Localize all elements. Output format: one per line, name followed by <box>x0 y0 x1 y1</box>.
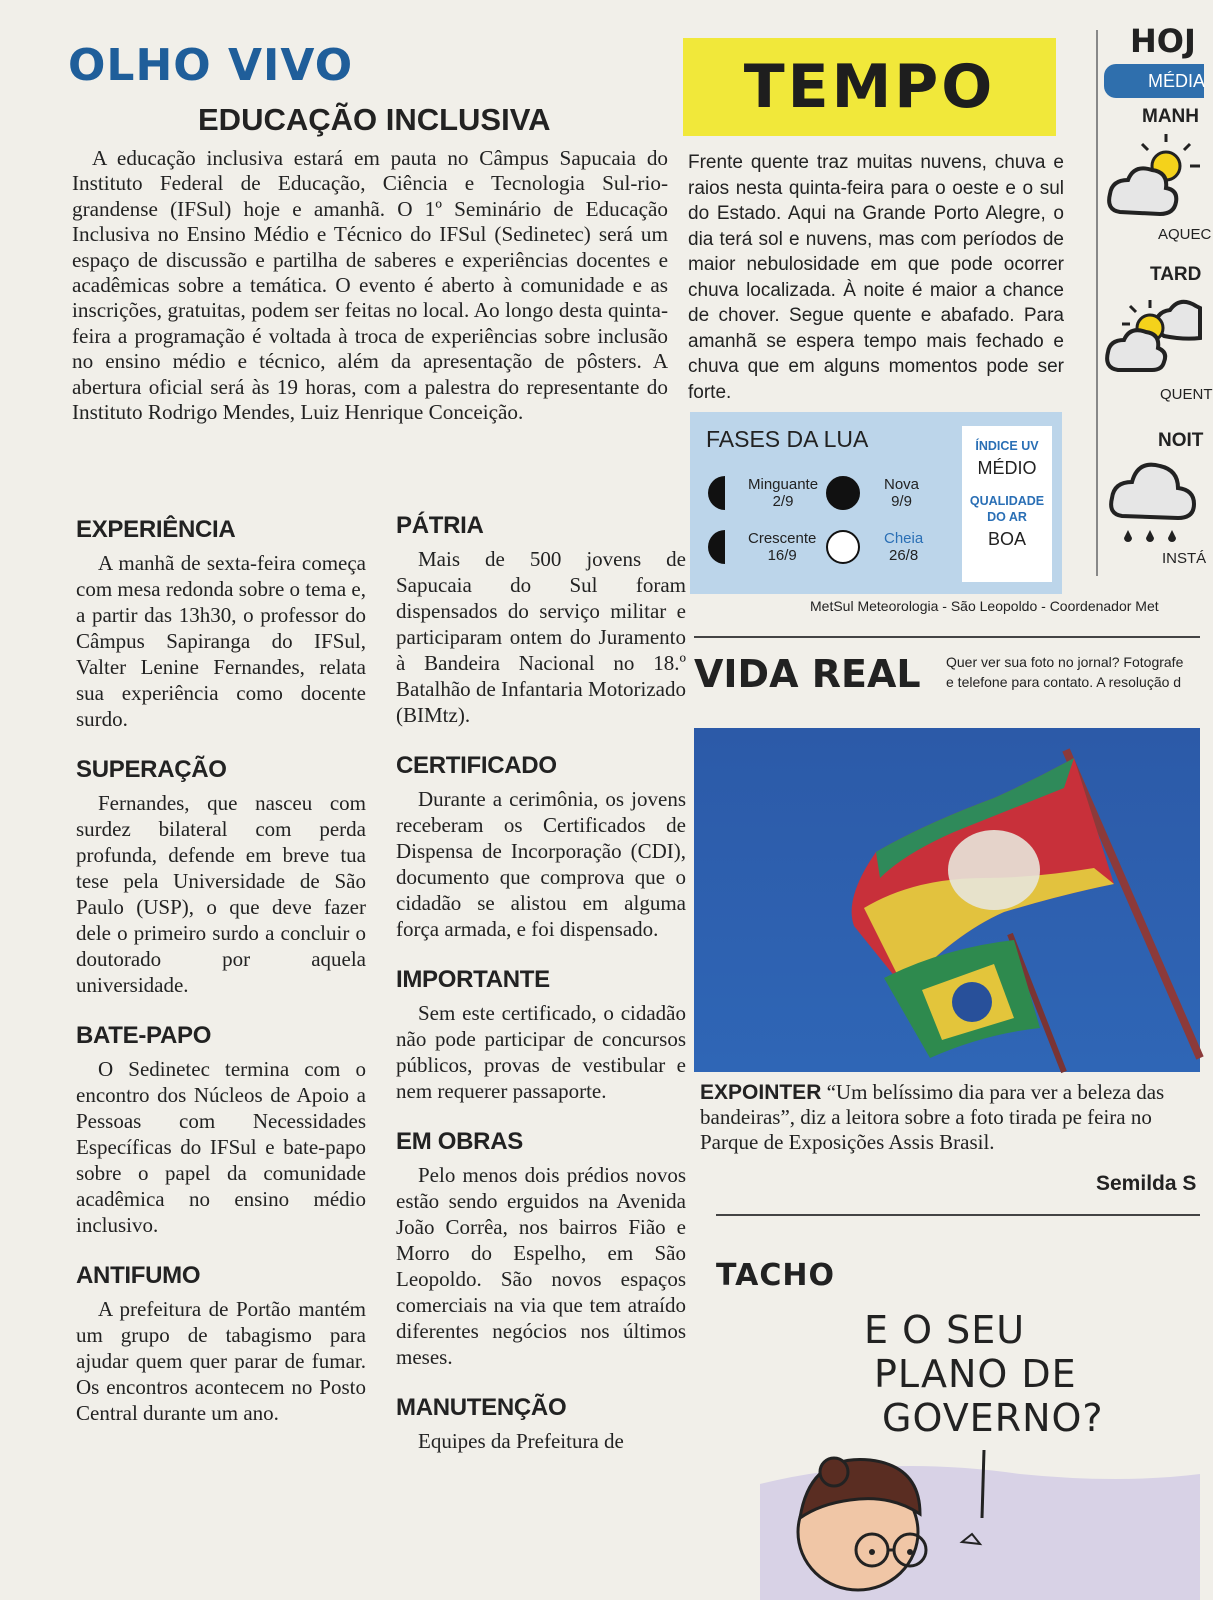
flags-photo-illustration <box>694 728 1200 1072</box>
photo-caption <box>700 1080 1200 1155</box>
section-heading: MANUTENÇÃO <box>396 1394 567 1421</box>
waning-moon-icon <box>708 476 742 510</box>
section-body: Durante a cerimônia, os jovens receberam os Certificados de Dispensa de Incorporação (CDI), documento que comprova que o cidadão se alistou em alguma força armada, e foi dispensado. <box>396 787 686 941</box>
reader-photo <box>694 728 1200 1072</box>
period-label: NOIT <box>1158 430 1204 451</box>
sun-cloud-icon <box>1104 134 1200 224</box>
sun-cloud-rain-icon <box>1104 290 1200 380</box>
section-heading: IMPORTANTE <box>396 966 550 993</box>
article-section <box>76 756 366 998</box>
section-rule <box>716 1214 1200 1216</box>
weather-credit: MetSul Meteorologia - São Leopoldo - Coordenador Met <box>810 598 1159 614</box>
tacho-title: TACHO <box>716 1258 835 1293</box>
phase-name: Minguante <box>748 476 819 493</box>
caption-lead: EXPOINTER <box>700 1081 822 1104</box>
section-body: A manhã de sexta-feira começa com mesa redonda sobre o tema e, a partir das 13h30, o professor do Câmpus Sapiranga do IFSul, Valter Lenine Fernandes, relata sua experiência como docente surdo. <box>76 551 366 731</box>
air-quality-value: BOA <box>987 529 1026 549</box>
section-heading: BATE-PAPO <box>76 1022 212 1049</box>
vida-real-title: VIDA REAL <box>694 652 921 696</box>
article-section <box>396 1394 686 1454</box>
section-body: Pelo menos dois prédios novos estão sendo erguidos na Avenida João Corrêa, nos bairros Fião e Morro do Espelho, em São Leopoldo. São novos espaços comerciais na via que tem atraído diferentes negócios nos últimos meses. <box>396 1163 686 1369</box>
media-badge: MÉDIA <box>1104 64 1204 98</box>
section-body: Sem este certificado, o cidadão não pode participar de concursos públicos, provas de vestibular e nem requerer passaporte. <box>396 1001 686 1103</box>
column-divider <box>1096 30 1098 576</box>
section-title: OLHO VIVO <box>68 40 354 91</box>
article-section <box>396 966 686 1104</box>
article-section <box>76 1022 366 1238</box>
section-body: Equipes da Prefeitura de <box>418 1429 624 1453</box>
full-moon-icon <box>826 530 860 564</box>
section-heading: EM OBRAS <box>396 1128 523 1155</box>
article-section <box>396 512 686 728</box>
period-desc: AQUEC <box>1158 226 1212 243</box>
lead-paragraph: A educação inclusiva estará em pauta no Câmpus Sapucaia do Instituto Federal de Educação, Ciência e Tecnologia Sul-rio-grandense (IFSul) hoje e amanhã. O 1º Seminário de Educação Inclusiva no Ensino Médio e Técnico do IFSul (Sedinetec) será um espaço de discussão e partilha de saberes e experiências docentes e acadêmicas sobre a temática. O evento é aberto à comunidade e as inscrições, gratuitas, podem ser feitas no local. Ao longo desta quinta-feira a programação é voltada à troca de experiências sobre inclusão no ensino médio e técnico, além da apresentação de pôsters. A abertura oficial será às 19 horas, com a palestra do representante do Instituto Rodrigo Mendes, Luiz Henrique Conceição. <box>72 146 668 425</box>
tempo-banner <box>683 38 1056 136</box>
caption-text: “Um belíssimo dia para ver a beleza das bandeiras”, diz a leitora sobre a foto tirada pe feira no Parque de Exposições Assis Brasil. <box>700 1080 1165 1154</box>
phase-date: 16/9 <box>767 547 797 564</box>
article-section <box>76 516 366 732</box>
period-desc: INSTÁ <box>1162 550 1207 567</box>
air-quality-label: QUALIDADE DO AR <box>969 494 1045 524</box>
article-section <box>76 1262 366 1426</box>
uv-value: MÉDIO <box>977 458 1037 478</box>
section-heading: EXPERIÊNCIA <box>76 516 236 543</box>
section-heading: ANTIFUMO <box>76 1262 201 1289</box>
section-heading: SUPERAÇÃO <box>76 756 227 783</box>
period-label: MANH <box>1142 106 1199 127</box>
column-b <box>396 512 686 1478</box>
cartoon <box>760 1304 1200 1600</box>
section-heading: CERTIFICADO <box>396 752 557 779</box>
tempo-forecast: Frente quente traz muitas nuvens, chuva e raios nesta quinta-feira para o oeste e o sul do Estado. Aqui na Grande Porto Alegre, o dia terá sol e nuvens, mas com períodos de maior nebulosidade em que pode ocorrer chuva localizada. À noite é maior a chance de chover. Segue quente e abafado. Para amanhã se espera tempo mais fechado e chuva que em alguns momentos pode ser forte. <box>688 152 1064 403</box>
phase-date: 2/9 <box>772 493 794 510</box>
moon-phase-nova <box>826 476 919 510</box>
hoje-title: HOJ <box>1130 22 1196 60</box>
article-section <box>396 752 686 942</box>
phase-name: Nova <box>884 476 920 493</box>
moon-phases-title: FASES DA LUA <box>706 426 869 452</box>
phase-date: 26/8 <box>889 547 919 564</box>
moon-phase-cheia <box>826 530 923 564</box>
phase-name: Cheia <box>884 530 924 547</box>
photo-credit: Semilda S <box>1096 1172 1197 1195</box>
section-rule <box>694 636 1200 638</box>
rain-cloud-icon <box>1108 456 1200 548</box>
period-label: TARD <box>1150 264 1202 285</box>
period-desc: QUENT <box>1160 386 1213 403</box>
moon-phase-minguante <box>708 476 818 510</box>
phase-name: Crescente <box>748 530 817 547</box>
section-body: Mais de 500 jovens de Sapucaia do Sul foram dispensados do serviço militar e participaram ontem do Juramento à Bandeira Nacional no 18.º Batalhão de Infantaria Motorizado (BIMtz). <box>396 547 686 727</box>
section-body: A prefeitura de Portão mantém um grupo de tabagismo para ajudar quem quer parar de fumar. Os encontros acontecem no Posto Central durante um ano. <box>76 1297 366 1425</box>
uv-label: ÍNDICE UV <box>975 439 1039 453</box>
section-body: Fernandes, que nasceu com surdez bilateral com perda profunda, defende em breve tua tese pela Universidade de São Paulo (USP), o que deve fazer dele o primeiro surdo a concluir o doutorado por aquela universidade. <box>76 791 366 997</box>
headline: EDUCAÇÃO INCLUSIVA <box>198 102 551 137</box>
article-section <box>396 1128 686 1370</box>
section-heading: PÁTRIA <box>396 512 484 539</box>
vida-real-desc: Quer ver sua foto no jornal? Fotografe e telefone para contato. A resolução d <box>946 654 1184 690</box>
new-moon-icon <box>826 476 860 510</box>
waxing-moon-icon <box>708 530 742 564</box>
speech-bubble-text: E O SEU PLANO DE GOVERNO? <box>864 1308 1104 1440</box>
section-body: O Sedinetec termina com o encontro dos Núcleos de Apoio a Pessoas com Necessidades Específicas do IFSul e bate-papo sobre o papel da comunidade acadêmica no ensino médio inclusivo. <box>76 1057 366 1237</box>
phase-date: 9/9 <box>891 493 912 510</box>
moon-phase-crescente <box>708 530 816 564</box>
tempo-title: TEMPO <box>743 52 996 122</box>
moon-phases-box <box>690 412 1062 594</box>
uv-air-panel <box>962 426 1052 582</box>
column-a <box>76 516 366 1450</box>
